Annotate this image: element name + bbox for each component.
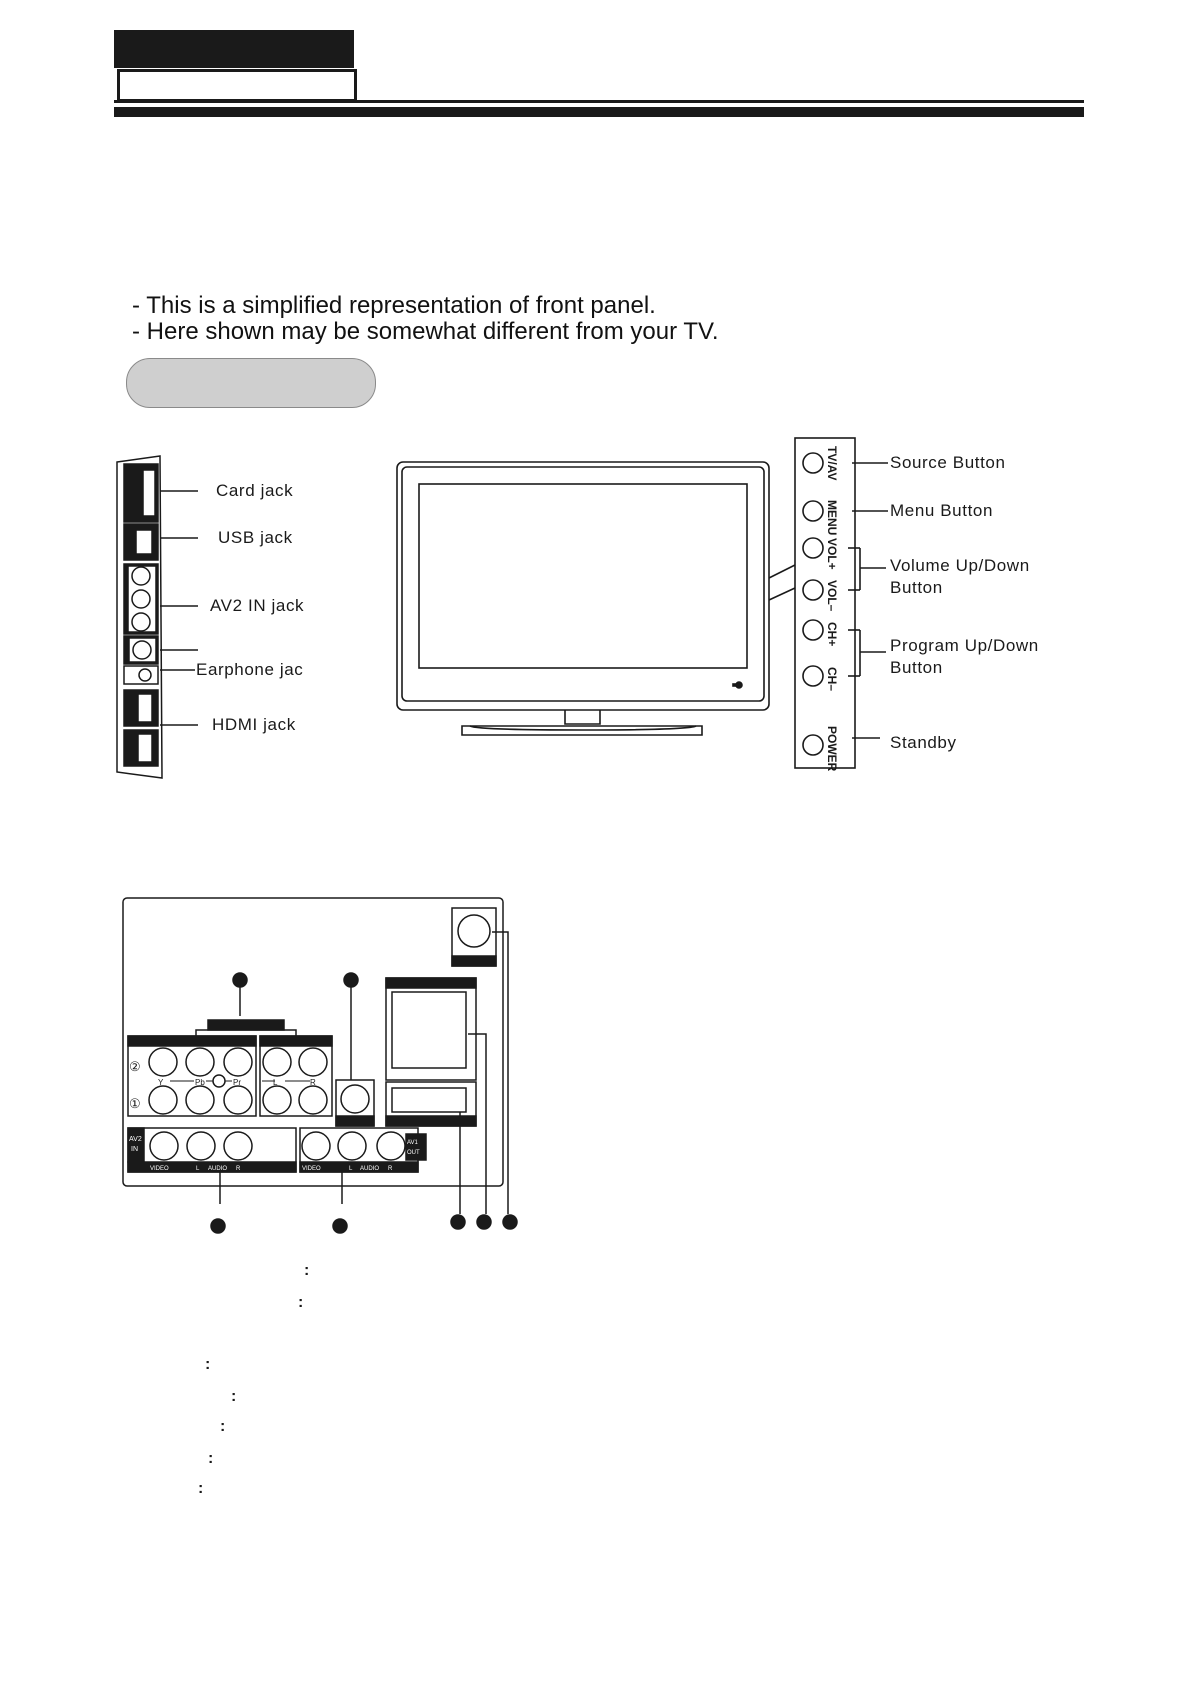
row-mark-2: ②	[129, 1059, 141, 1074]
row-mark-1: ①	[129, 1096, 141, 1111]
av1-out-mark-1: AV1	[407, 1140, 418, 1146]
label-volume-line2: Button	[890, 578, 943, 597]
av-in-mark-l: L	[196, 1166, 200, 1172]
button-mark-vol-up: VOL+	[825, 538, 839, 570]
button-mark-ch-up: CH+	[825, 622, 839, 647]
label-usb-jack: USB jack	[218, 528, 293, 547]
label-hdmi-jack: HDMI jack	[212, 715, 296, 734]
label-av2-in-jack: AV2 IN jack	[210, 596, 305, 615]
label-standby: Standby	[890, 733, 957, 752]
legend-colon-5: :	[220, 1418, 226, 1435]
av2-in-mark-1: AV2	[129, 1136, 142, 1143]
label-program-line2: Button	[890, 658, 943, 677]
button-mark-tv-av: TV/AV	[825, 446, 839, 481]
av-out-mark-l: L	[349, 1166, 353, 1172]
legend-colon-3: :	[205, 1356, 211, 1373]
audio-mark-r: R	[310, 1078, 316, 1087]
av-in-mark-r: R	[236, 1166, 241, 1172]
label-earphone-jack: Earphone jac	[196, 660, 304, 679]
av-out-mark-audio: AUDIO	[360, 1166, 380, 1172]
av-in-mark-video: VIDEO	[150, 1166, 169, 1172]
legend-colon-1: :	[304, 1262, 310, 1279]
av-out-mark-video: VIDEO	[302, 1166, 321, 1172]
av2-in-mark-2: IN	[131, 1146, 138, 1153]
button-mark-ch-down: CH–	[825, 667, 839, 692]
label-card-jack: Card jack	[216, 481, 294, 500]
button-mark-vol-down: VOL–	[825, 580, 839, 612]
av1-out-mark-2: OUT	[407, 1150, 420, 1156]
button-mark-power: POWER	[825, 726, 839, 772]
legend-colon-2: :	[298, 1294, 304, 1311]
audio-mark-l: L	[273, 1078, 278, 1087]
component-mark-y: Y	[158, 1078, 164, 1087]
av-out-mark-r: R	[388, 1166, 393, 1172]
button-mark-menu: MENU	[825, 500, 839, 536]
legend-colon-4: :	[231, 1388, 237, 1405]
legend-colon-6: :	[208, 1450, 214, 1467]
label-volume-line1: Volume Up/Down	[890, 556, 1030, 575]
label-program-line1: Program Up/Down	[890, 636, 1039, 655]
component-mark-pr: Pr	[233, 1078, 241, 1087]
note-line-2: - Here shown may be somewhat different from your TV.	[132, 318, 719, 345]
legend-colon-7: :	[198, 1480, 204, 1497]
note-line-1: - This is a simplified representation of front panel.	[132, 292, 656, 319]
av-in-mark-audio: AUDIO	[208, 1166, 228, 1172]
label-menu-button: Menu Button	[890, 501, 993, 520]
label-source-button: Source Button	[890, 453, 1006, 472]
component-mark-pb: Pb	[195, 1078, 205, 1087]
